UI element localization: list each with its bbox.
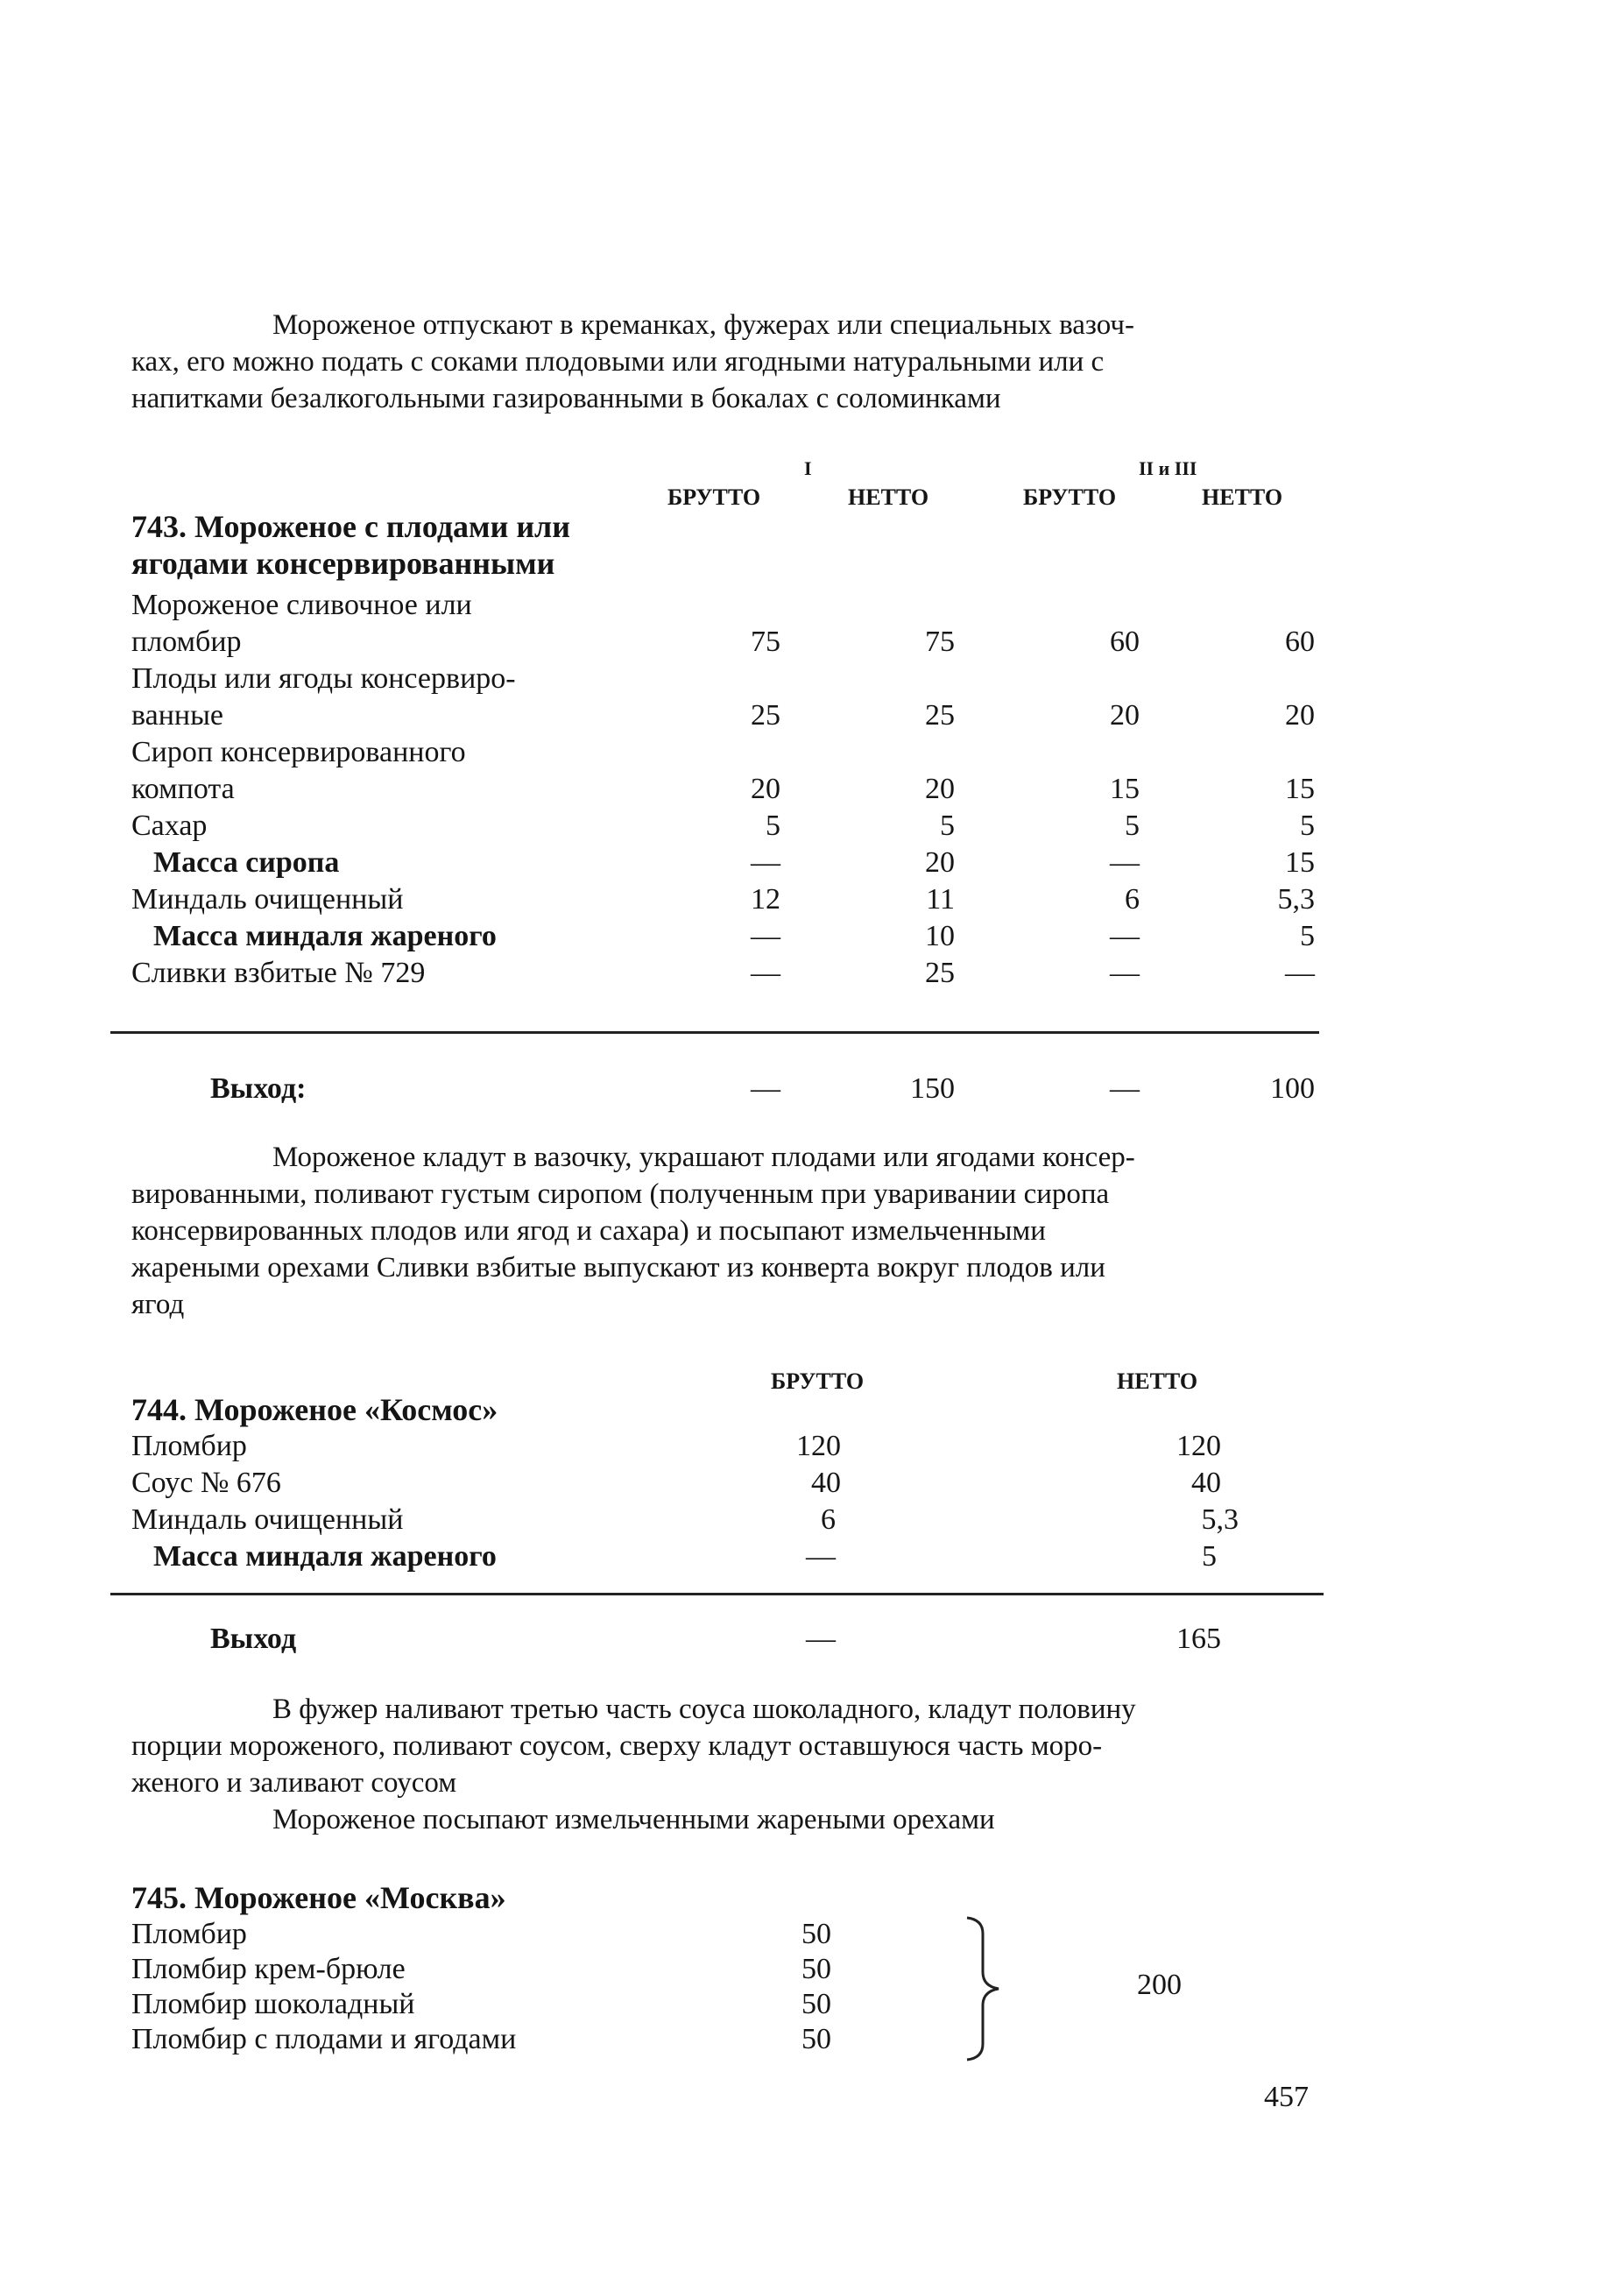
instruction-line: консервированных плодов или ягод и сахара) и посыпают измельченными xyxy=(131,1215,1046,1247)
brutto-1-value: 12 xyxy=(751,883,780,916)
table-row xyxy=(0,845,1624,881)
yield-netto: 165 xyxy=(1176,1623,1221,1655)
ingredient-name: Плоды или ягоды консервиро- xyxy=(131,662,516,695)
table-row xyxy=(0,955,1624,992)
yield-netto-2: 100 xyxy=(1270,1072,1315,1105)
group-ii-iii-label: II и III xyxy=(1139,457,1197,479)
amount-value: 50 xyxy=(801,1918,831,1950)
instruction-line: женого и заливают соусом xyxy=(131,1767,457,1799)
table-row xyxy=(0,881,1624,918)
ingredient-name: Мороженое сливочное или xyxy=(131,589,472,621)
ingredient-name: Масса сиропа xyxy=(153,846,340,879)
recipe-743-title-line: 743. Мороженое с плодами или xyxy=(131,509,570,544)
instruction-line: жареными орехами Сливки взбитые выпускают из конверта вокруг плодов или xyxy=(131,1252,1105,1284)
ingredient-name: Масса миндаля жареного xyxy=(153,920,497,952)
netto-1-value: 5 xyxy=(940,810,955,842)
brutto-1-value: 20 xyxy=(751,773,780,805)
intro-paragraph xyxy=(131,307,1318,417)
recipe-743-title-line: ягодами консервированными xyxy=(131,546,555,581)
total-value: 200 xyxy=(1137,1969,1182,2001)
table-row xyxy=(0,1428,1624,1465)
intro-line: напитками безалкогольными газированными в бокалах с соломинками xyxy=(131,383,1001,414)
col-netto-2: НЕТТО xyxy=(1202,484,1283,510)
brutto-1-value: 25 xyxy=(751,699,780,732)
ingredient-name: Сироп консервированного xyxy=(131,736,466,768)
yield-label: Выход: xyxy=(210,1072,307,1105)
yield-brutto: — xyxy=(806,1623,836,1655)
group-i-label: I xyxy=(804,457,812,479)
ingredient-name: Пломбир xyxy=(131,1430,247,1462)
col-brutto-2: БРУТТО xyxy=(1023,484,1117,510)
netto-value: 5 xyxy=(1202,1540,1217,1573)
table-row xyxy=(0,734,1624,771)
table-row xyxy=(0,771,1624,808)
ingredient-name: Сахар xyxy=(131,810,208,842)
amount-value: 50 xyxy=(801,2023,831,2055)
brutto-2-value: — xyxy=(1110,957,1140,989)
yield-label: Выход xyxy=(210,1623,297,1655)
ingredient-name: Пломбир крем-брюле xyxy=(131,1953,406,1985)
ingredient-name: Сливки взбитые № 729 xyxy=(131,957,426,989)
netto-2-value: — xyxy=(1285,957,1315,989)
brutto-value: 120 xyxy=(796,1430,841,1462)
ingredient-name: Масса миндаля жареного xyxy=(153,1540,497,1573)
table-row xyxy=(0,808,1624,845)
netto-2-value: 15 xyxy=(1285,846,1315,879)
table-row xyxy=(0,1916,1624,1953)
recipe-743-instructions xyxy=(131,1139,1318,1323)
brutto-2-value: 5 xyxy=(1125,810,1140,842)
brutto-1-value: — xyxy=(751,846,780,879)
brutto-value: 40 xyxy=(811,1467,841,1499)
instruction-line: Мороженое посыпают измельченными жареными орехами xyxy=(272,1804,995,1835)
brutto-2-value: 60 xyxy=(1110,626,1140,658)
netto-1-value: 25 xyxy=(925,699,955,732)
ingredient-name: Соус № 676 xyxy=(131,1467,281,1499)
table-divider xyxy=(110,1031,1319,1034)
brutto-2-value: 15 xyxy=(1110,773,1140,805)
brutto-value: 6 xyxy=(821,1503,836,1536)
instruction-line: порции мороженого, поливают соусом, сверху кладут оставшуюся часть моро- xyxy=(131,1730,1103,1762)
ingredient-name: ванные xyxy=(131,699,224,732)
ingredient-name: компота xyxy=(131,773,235,805)
ingredient-name: Миндаль очищенный xyxy=(131,1503,404,1536)
col-brutto: БРУТТО xyxy=(771,1368,865,1394)
netto-1-value: 25 xyxy=(925,957,955,989)
brutto-2-value: — xyxy=(1110,846,1140,879)
yield-row xyxy=(0,1071,1624,1107)
yield-row xyxy=(0,1621,1624,1658)
netto-1-value: 11 xyxy=(926,883,955,916)
netto-2-value: 5 xyxy=(1300,810,1315,842)
brutto-1-value: — xyxy=(751,920,780,952)
table-row xyxy=(0,1465,1624,1502)
instruction-line: В фужер наливают третью часть соуса шоколадного, кладут половину xyxy=(272,1694,1136,1725)
table-row xyxy=(0,1538,1624,1575)
instruction-line: вированными, поливают густым сиропом (полученным при уваривании сиропа xyxy=(131,1178,1110,1210)
table-row xyxy=(0,587,1624,624)
brutto-1-value: — xyxy=(751,957,780,989)
netto-2-value: 20 xyxy=(1285,699,1315,732)
ingredient-name: Пломбир шоколадный xyxy=(131,1988,415,2020)
netto-value: 120 xyxy=(1176,1430,1221,1462)
netto-2-value: 5 xyxy=(1300,920,1315,952)
netto-1-value: 20 xyxy=(925,846,955,879)
netto-1-value: 10 xyxy=(925,920,955,952)
table-row xyxy=(0,918,1624,955)
recipe-744-title: 744. Мороженое «Космос» xyxy=(131,1392,498,1427)
total-row xyxy=(0,1967,1624,2004)
intro-line: Мороженое отпускают в креманках, фужерах или специальных вазоч- xyxy=(272,309,1134,341)
brutto-value: — xyxy=(806,1540,836,1573)
table-row xyxy=(0,661,1624,697)
netto-value: 5,3 xyxy=(1201,1503,1239,1536)
netto-1-value: 75 xyxy=(925,626,955,658)
ingredient-name: Пломбир с плодами и ягодами xyxy=(131,2023,517,2055)
ingredient-name: Пломбир xyxy=(131,1918,247,1950)
table-divider xyxy=(110,1593,1324,1595)
brutto-2-value: — xyxy=(1110,920,1140,952)
brutto-1-value: 5 xyxy=(766,810,780,842)
netto-2-value: 60 xyxy=(1285,626,1315,658)
instruction-line: Мороженое кладут в вазочку, украшают плодами или ягодами консер- xyxy=(272,1142,1135,1173)
netto-2-value: 15 xyxy=(1285,773,1315,805)
yield-brutto-1: — xyxy=(751,1072,780,1105)
instruction-line: ягод xyxy=(131,1289,185,1320)
netto-value: 40 xyxy=(1191,1467,1221,1499)
brutto-2-value: 20 xyxy=(1110,699,1140,732)
brutto-2-value: 6 xyxy=(1125,883,1140,916)
table-row xyxy=(0,697,1624,734)
ingredient-name: Миндаль очищенный xyxy=(131,883,404,916)
amount-value: 50 xyxy=(801,1953,831,1985)
recipe-743-title xyxy=(131,508,570,582)
amount-value: 50 xyxy=(801,1988,831,2020)
table-row xyxy=(0,2021,1624,2058)
yield-brutto-2: — xyxy=(1110,1072,1140,1105)
netto-1-value: 20 xyxy=(925,773,955,805)
intro-line: ках, его можно подать с соками плодовыми или ягодными натуральными или с xyxy=(131,346,1105,378)
yield-netto-1: 150 xyxy=(910,1072,955,1105)
netto-2-value: 5,3 xyxy=(1277,883,1315,916)
col-brutto-1: БРУТТО xyxy=(667,484,761,510)
col-netto-1: НЕТТО xyxy=(848,484,929,510)
ingredient-name: пломбир xyxy=(131,626,242,658)
col-netto: НЕТТО xyxy=(1117,1368,1198,1394)
recipe-744-instructions xyxy=(131,1691,1318,1838)
recipe-745-title: 745. Мороженое «Москва» xyxy=(131,1880,506,1915)
page-number: 457 xyxy=(1264,2081,1309,2113)
brutto-1-value: 75 xyxy=(751,626,780,658)
table-row xyxy=(0,624,1624,661)
table-row xyxy=(0,1502,1624,1538)
